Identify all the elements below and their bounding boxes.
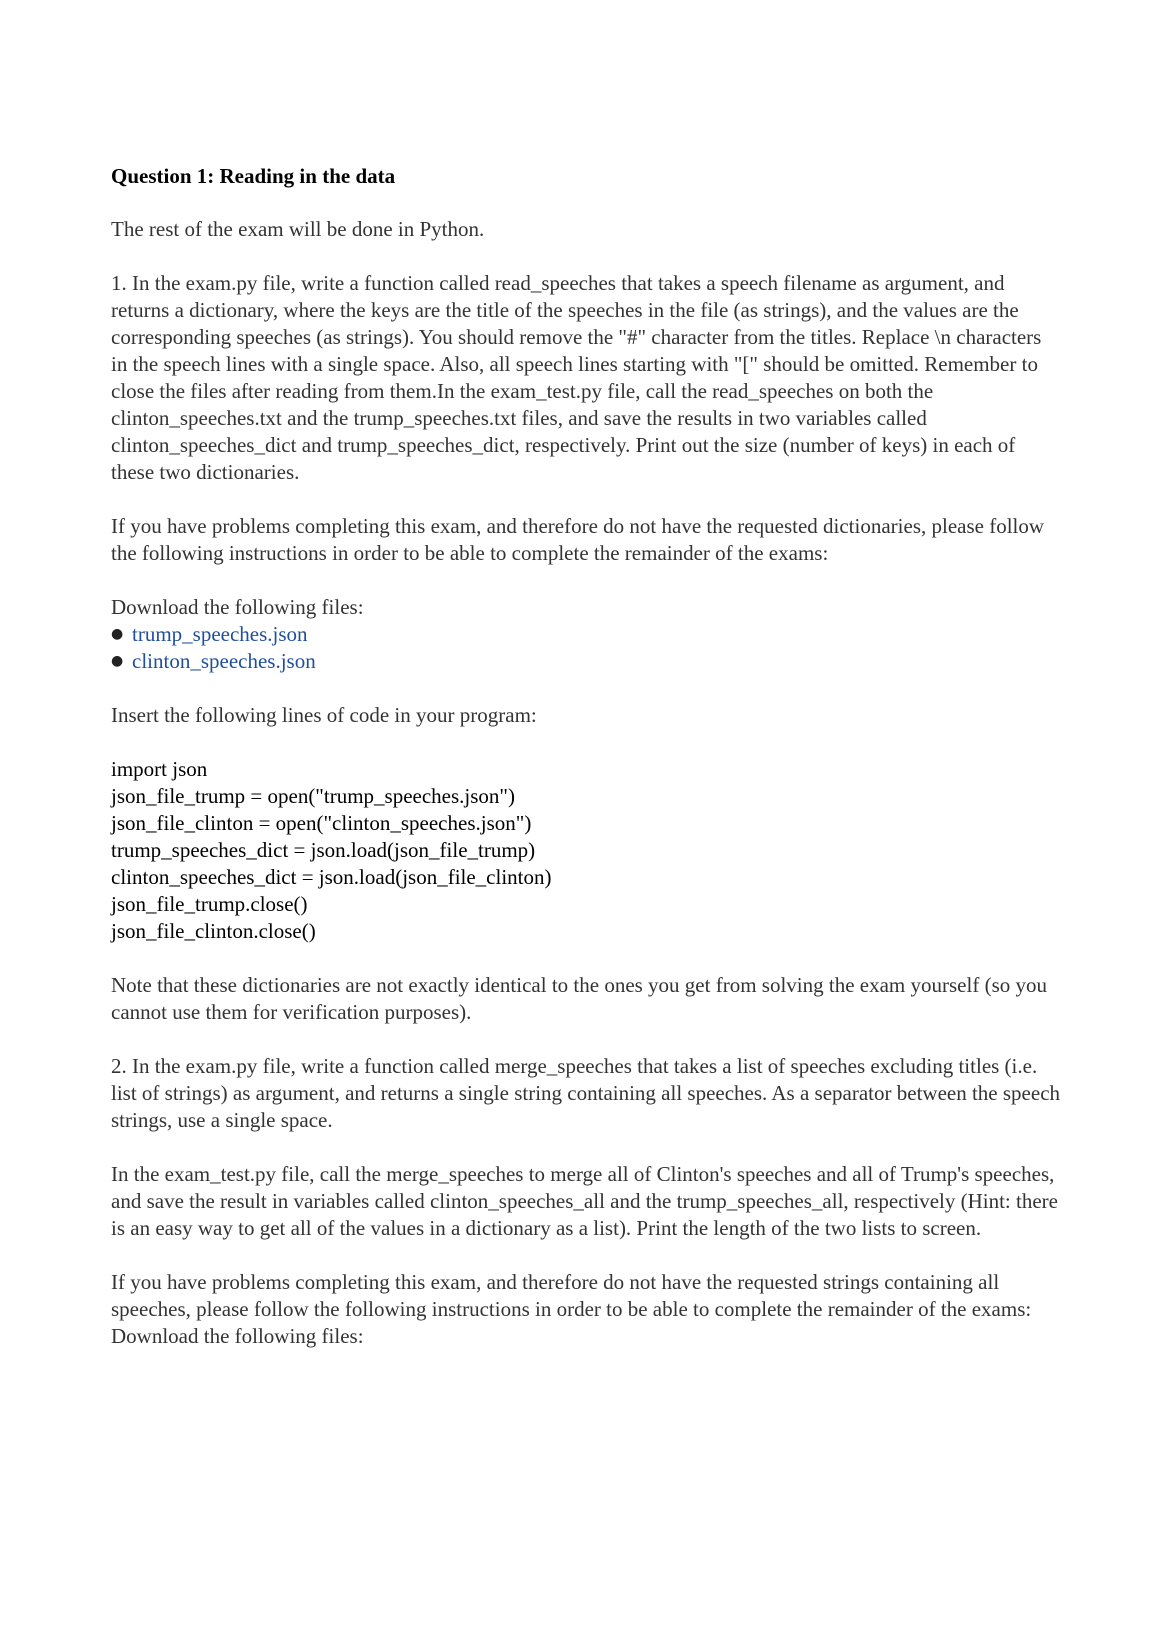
code-line: json_file_trump.close(): [111, 892, 308, 916]
part2-download-label: Download the following files:: [111, 1324, 364, 1348]
bullet-icon: ●: [111, 653, 124, 669]
insert-code-label: Insert the following lines of code in your program:: [111, 703, 537, 727]
part1-note: Note that these dictionaries are not exactly identical to the ones you get from solving the exam yourself (so you cannot use them for verification purposes).: [111, 973, 1047, 1024]
trump-speeches-json-link[interactable]: trump_speeches.json: [132, 622, 308, 646]
document-page: [111, 163, 1061, 1350]
part1-instructions: 1. In the exam.py file, write a function called read_speeches that takes a speech filename as argument, and returns a dictionary, where the keys are the title of the speeches in the file (as strings), and the values are the corresponding speeches (as strings). You should remove the "#" character from the titles. Replace \n characters in the speech lines with a single space. Also, all speech lines starting with "[" should be omitted. Remember to close the files after reading from them.In the exam_test.py file, call the read_speeches on both the clinton_speeches.txt and the trump_speeches.txt files, and save the results in two variables called clinton_speeches_dict and trump_speeches_dict, respectively. Print out the size (number of keys) in each of these two dictionaries.: [111, 271, 1042, 484]
code-line: json_file_clinton.close(): [111, 919, 316, 943]
code-line: trump_speeches_dict = json.load(json_file_trump): [111, 838, 536, 862]
code-line: json_file_trump = open("trump_speeches.json"): [111, 784, 515, 808]
part2-test-instructions: In the exam_test.py file, call the merge_speeches to merge all of Clinton's speeches and all of Trump's speeches, and save the result in variables called clinton_speeches_all and the trump_speeches_all, respectively (Hint: there is an easy way to get all of the values in a dictionary as a list). Print the length of the two lists to screen.: [111, 1162, 1058, 1240]
code-line: import json: [111, 757, 208, 781]
part2-instructions: 2. In the exam.py file, write a function called merge_speeches that takes a list of speeches excluding titles (i.e. list of strings) as argument, and returns a single string containing all speeches. As a separator between the speech strings, use a single space.: [111, 1054, 1061, 1132]
code-block: [111, 756, 1061, 945]
code-line: json_file_clinton = open("clinton_speeches.json"): [111, 811, 532, 835]
question-title: Question 1: Reading in the data: [111, 164, 396, 188]
intro-paragraph: The rest of the exam will be done in Python.: [111, 217, 485, 241]
bullet-icon: ●: [111, 626, 124, 642]
code-line: clinton_speeches_dict = json.load(json_file_clinton): [111, 865, 552, 889]
list-item: [111, 648, 1061, 675]
part1-fallback-paragraph: If you have problems completing this exam, and therefore do not have the requested dictionaries, please follow the following instructions in order to be able to complete the remainder of the exams:: [111, 514, 1045, 565]
download-file-list: [111, 621, 1061, 675]
part1-download-label: Download the following files:: [111, 595, 364, 619]
clinton-speeches-json-link[interactable]: clinton_speeches.json: [132, 649, 316, 673]
part2-fallback-paragraph: If you have problems completing this exam, and therefore do not have the requested strings containing all speeches, please follow the following instructions in order to be able to complete the remainder of the exams:: [111, 1270, 1032, 1321]
list-item: [111, 621, 1061, 648]
